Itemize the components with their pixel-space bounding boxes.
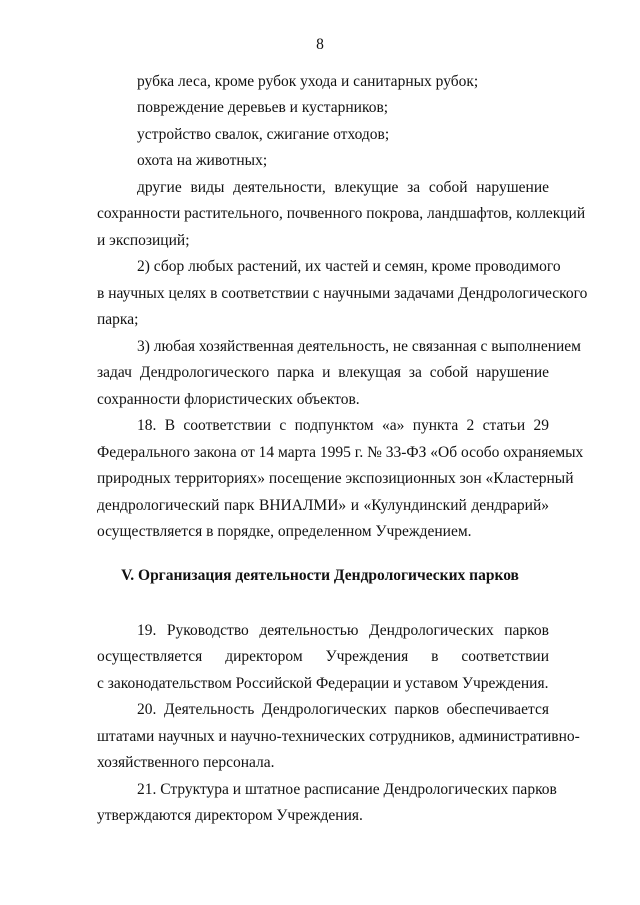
text-line: парка; [97, 311, 139, 328]
text-line: и экспозиций; [97, 232, 190, 249]
section-heading: V. Организация деятельности Дендрологических парков [121, 567, 519, 584]
text-line: задач Дендрологического парка и влекущая за собой нарушение [97, 364, 549, 381]
text-line: хозяйственного персонала. [97, 754, 275, 771]
text-line: с законодательством Российской Федерации и уставом Учреждения. [97, 675, 549, 692]
text-line: осуществляется директором Учреждения в соответствии [97, 648, 549, 665]
text-line: другие виды деятельности, влекущие за собой нарушение [137, 179, 549, 196]
text-line: повреждение деревьев и кустарников; [137, 99, 389, 116]
text-line: 20. Деятельность Дендрологических парков обеспечивается [137, 701, 549, 718]
text-line: природных территориях» посещение экспозиционных зон «Кластерный [97, 470, 574, 487]
text-line: дендрологический парк ВНИАЛМИ» и «Кулундинский дендрарий» [97, 497, 549, 514]
text-line: осуществляется в порядке, определенном Учреждением. [97, 523, 472, 540]
text-line: охота на животных; [137, 152, 268, 169]
text-line: 18. В соответствии с подпунктом «а» пункта 2 статьи 29 [137, 417, 549, 434]
text-line: 21. Структура и штатное расписание Дендрологических парков [137, 781, 557, 798]
page-number: 8 [316, 36, 324, 53]
text-line: Федерального закона от 14 марта 1995 г. № 33-ФЗ «Об особо охраняемых [97, 444, 584, 461]
text-line: 19. Руководство деятельностью Дендрологических парков [137, 622, 549, 639]
text-line: устройство свалок, сжигание отходов; [137, 126, 390, 143]
text-line: рубка леса, кроме рубок ухода и санитарных рубок; [137, 73, 479, 90]
text-line: 2) сбор любых растений, их частей и семян, кроме проводимого [137, 258, 561, 275]
text-line: штатами научных и научно-технических сотрудников, административно- [97, 728, 580, 745]
text-line: в научных целях в соответствии с научными задачами Дендрологического [97, 285, 588, 302]
text-line: сохранности растительного, почвенного покрова, ландшафтов, коллекций [97, 205, 586, 222]
text-line: утверждаются директором Учреждения. [97, 807, 363, 824]
text-line: 3) любая хозяйственная деятельность, не связанная с выполнением [137, 338, 581, 355]
text-line: сохранности флористических объектов. [97, 391, 360, 408]
